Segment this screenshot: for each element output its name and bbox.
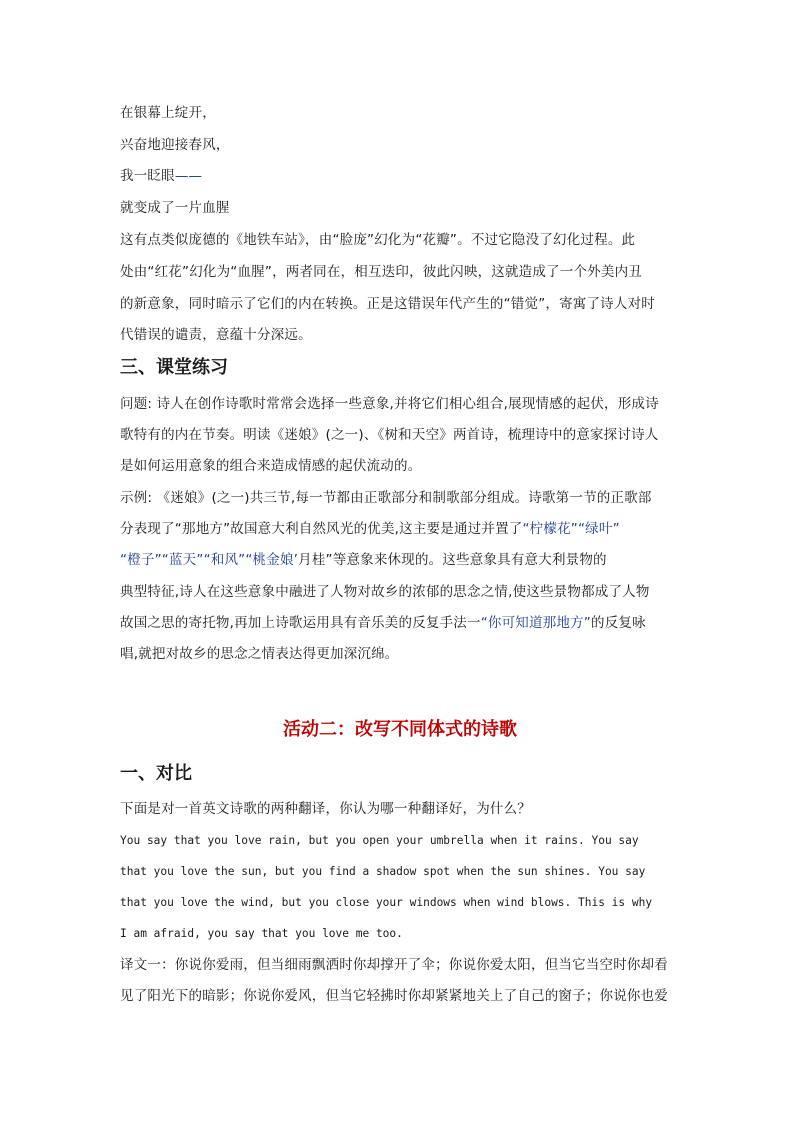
example-line: 典型特征,诗人在这些意象中融进了人物对故乡的浓郁的思念之情,使这些景物都成了人物: [120, 584, 650, 600]
example-line: “橙子”“蓝天”“和风”“桃金娘’月桂”等意象来休现的。这些意象具有意大利景物的: [120, 552, 607, 568]
analysis-line: 这有点类似庞德的《地铁车站》，由“脸庞”幻化为“花瓣”。不过它隐没了幻化过程。此: [120, 232, 636, 248]
english-line: You say that you love rain, but you open your umbrella when it rains. You say: [120, 834, 639, 847]
example-line: 唱,就把对故乡的思念之情表达得更加深沉绵。: [120, 646, 399, 662]
translation-line: 见了阳光下的暗影；你说你爱风，但当它轻拂时你却紧紧地关上了自己的窗子；你说你也爱: [120, 988, 668, 1004]
translation-line: 译文一：你说你爱雨，但当细雨飘洒时你却撑开了伞；你说你爱太阳，但当它当空时你却看: [120, 957, 668, 973]
analysis-line: 的新意象，同时暗示了它们的内在转换。正是这错误年代产生的“错觉”，寄寓了诗人对时: [120, 296, 655, 312]
english-line: that you love the sun, but you find a shadow spot when the sun shines. You say: [120, 865, 646, 878]
question-line: 问题: 诗人在创作诗歌时常常会选择一些意象,并将它们相心组合,展现情感的起伏，形成诗: [120, 396, 659, 412]
analysis-line: 代错误的谴责，意蕴十分深远。: [120, 327, 312, 343]
poem-line: 兴奋地迎接春风，: [120, 137, 230, 153]
dash: ——: [174, 168, 203, 184]
quoted-refrain: “你可知道那地方”: [480, 615, 591, 631]
question-line: 是如何运用意象的组合来造成情感的起伏流动的。: [120, 458, 422, 474]
question-line: 歌特有的内在节奏。明读《迷娘》(之一)、《树和天空》两首诗，梳理诗中的意家探讨诗人: [120, 427, 659, 443]
poem-line: 在银幕上绽开，: [120, 105, 216, 121]
english-line: I am afraid, you say that you love me too.: [120, 927, 403, 940]
poem-line: 我一眨眼——: [120, 168, 203, 184]
section-heading: 一、对比: [120, 763, 192, 784]
quoted-images: “柠檬花”“绿叶”: [522, 521, 620, 537]
section-heading: 三、课堂练习: [120, 357, 228, 378]
poem-line: 就变成了一片血腥: [120, 200, 230, 216]
example-line: 故国之思的寄托物,再加上诗歌运用具有音乐美的反复手法一“你可知道那地方”的反复咏: [120, 615, 646, 631]
intro-line: 下面是对一首英文诗歌的两种翻译，你认为哪一种翻译好，为什么？: [120, 801, 531, 817]
english-line: that you love the wind, but you close your windows when wind blows. This is why: [120, 896, 653, 909]
example-line: 示例: 《迷娘》(之一)共三节,每一节都由正歌部分和制歌部分组成。诗歌第一节的正歌部: [120, 490, 652, 506]
example-line: 分表现了“那地方”故国意大利自然风光的优美,这主要是通过并置了“柠檬花”“绿叶”: [120, 521, 620, 537]
activity-title: 活动二：改写不同体式的诗歌: [283, 719, 517, 740]
analysis-line: 处由“红花”幻化为“血腥”，两者同在，相互迭印，彼此闪映，这就造成了一个外美内丑: [120, 264, 642, 280]
quoted-images: “橙子”“蓝天”“和风”“桃金娘’: [120, 552, 299, 568]
